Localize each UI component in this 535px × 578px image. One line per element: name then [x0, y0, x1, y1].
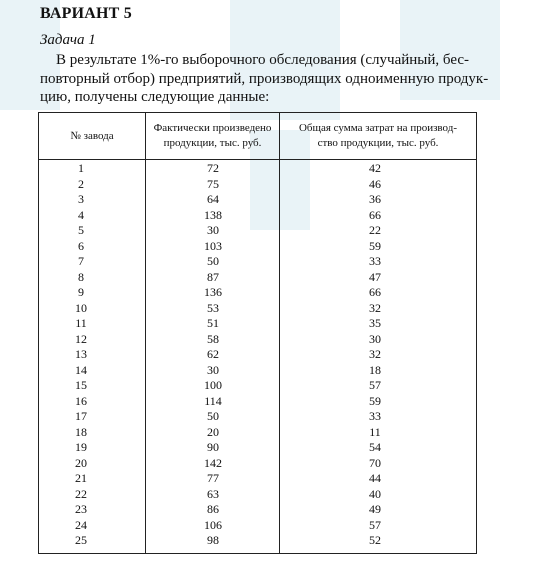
paragraph-line: В результате 1%-го выборочного обследования (случайный, бес- — [56, 52, 470, 68]
cell-costs: 33 — [369, 254, 381, 268]
table-row — [39, 456, 476, 472]
cell-costs: 32 — [369, 300, 381, 315]
table-row — [39, 518, 476, 534]
cell-plant-number: 18 — [75, 424, 87, 439]
cell-costs: 42 — [369, 161, 381, 175]
cell-production: 53 — [207, 300, 219, 315]
header-total-costs — [280, 121, 476, 151]
table-row — [39, 409, 476, 425]
cell-plant-number: 25 — [75, 533, 87, 547]
cell-costs: 36 — [369, 192, 381, 206]
cell-plant-number: 3 — [78, 192, 84, 206]
cell-plant-number: 6 — [78, 238, 84, 253]
cell-production: 114 — [204, 393, 222, 408]
table-row — [39, 533, 476, 549]
cell-plant-number: 24 — [75, 517, 87, 532]
cell-production: 100 — [204, 378, 222, 392]
cell-plant-number: 8 — [78, 269, 84, 284]
cell-costs: 54 — [369, 440, 381, 454]
cell-plant-number: 15 — [75, 378, 87, 392]
table-row — [39, 471, 476, 487]
table-body — [39, 161, 476, 549]
cell-costs: 59 — [369, 393, 381, 408]
cell-plant-number: 23 — [75, 502, 87, 516]
cell-production: 75 — [207, 176, 219, 191]
table-row — [39, 487, 476, 503]
cell-production: 98 — [207, 533, 219, 547]
table-row — [39, 363, 476, 379]
table-row — [39, 301, 476, 317]
cell-plant-number: 16 — [75, 393, 87, 408]
cell-production: 87 — [207, 269, 219, 284]
cell-costs: 44 — [369, 471, 381, 485]
cell-production: 142 — [204, 455, 222, 470]
table-row — [39, 223, 476, 239]
header-line: ство продукции, тыс. руб. — [317, 137, 439, 149]
cell-plant-number: 12 — [75, 331, 87, 346]
cell-production: 136 — [204, 285, 222, 299]
cell-costs: 57 — [369, 517, 381, 532]
table-row — [39, 177, 476, 193]
table-row — [39, 254, 476, 270]
table-row — [39, 208, 476, 224]
cell-plant-number: 20 — [75, 455, 87, 470]
cell-costs: 49 — [369, 502, 381, 516]
cell-production: 20 — [207, 424, 219, 439]
data-table — [38, 112, 477, 554]
task-title: Задача 1 — [40, 32, 96, 48]
header-divider — [39, 159, 476, 160]
cell-plant-number: 13 — [75, 347, 87, 361]
cell-plant-number: 21 — [75, 471, 87, 485]
cell-production: 50 — [207, 409, 219, 423]
cell-costs: 33 — [369, 409, 381, 423]
cell-costs: 30 — [369, 331, 381, 346]
cell-plant-number: 4 — [78, 207, 84, 222]
cell-plant-number: 19 — [75, 440, 87, 454]
cell-costs: 32 — [369, 347, 381, 361]
paragraph-line: повторный отбор) предприятий, производящих одноименную продук- — [40, 70, 489, 87]
cell-production: 103 — [204, 238, 222, 253]
header-line: Общая сумма затрат на производ- — [298, 122, 457, 134]
cell-plant-number: 9 — [78, 285, 84, 299]
cell-plant-number: 5 — [78, 223, 84, 237]
table-row — [39, 161, 476, 177]
table-row — [39, 192, 476, 208]
table-row — [39, 332, 476, 348]
cell-production: 62 — [207, 347, 219, 361]
cell-production: 106 — [204, 517, 222, 532]
cell-plant-number: 22 — [75, 486, 87, 501]
variant-title: ВАРИАНТ 5 — [40, 5, 132, 22]
cell-production: 90 — [207, 440, 219, 454]
cell-production: 51 — [207, 316, 219, 330]
cell-production: 50 — [207, 254, 219, 268]
cell-production: 72 — [207, 161, 219, 175]
cell-plant-number: 11 — [75, 316, 87, 330]
cell-costs: 70 — [369, 455, 381, 470]
table-row — [39, 394, 476, 410]
header-actual-production — [146, 121, 279, 151]
table-row — [39, 347, 476, 363]
cell-costs: 66 — [369, 285, 381, 299]
cell-production: 58 — [207, 331, 219, 346]
cell-production: 77 — [207, 471, 219, 485]
table-row — [39, 440, 476, 456]
header-line: № завода — [70, 130, 114, 142]
header-line: продукции, тыс. руб. — [163, 137, 262, 149]
cell-costs: 47 — [369, 269, 381, 284]
task-paragraph — [40, 51, 492, 107]
cell-production: 30 — [207, 223, 219, 237]
cell-costs: 52 — [369, 533, 381, 547]
cell-costs: 22 — [369, 223, 381, 237]
table-row — [39, 285, 476, 301]
cell-costs: 57 — [369, 378, 381, 392]
cell-costs: 59 — [369, 238, 381, 253]
header-line: Фактически произведено — [153, 122, 272, 134]
table-row — [39, 270, 476, 286]
cell-plant-number: 17 — [75, 409, 87, 423]
table-row — [39, 239, 476, 255]
cell-costs: 11 — [369, 424, 381, 439]
cell-production: 64 — [207, 192, 219, 206]
cell-plant-number: 7 — [78, 254, 84, 268]
cell-production: 30 — [207, 362, 219, 377]
cell-production: 86 — [207, 502, 219, 516]
table-row — [39, 425, 476, 441]
cell-costs: 18 — [369, 362, 381, 377]
cell-plant-number: 1 — [78, 161, 84, 175]
table-row — [39, 378, 476, 394]
cell-costs: 66 — [369, 207, 381, 222]
table-row — [39, 316, 476, 332]
cell-production: 63 — [207, 486, 219, 501]
cell-costs: 40 — [369, 486, 381, 501]
cell-costs: 35 — [369, 316, 381, 330]
cell-plant-number: 10 — [75, 300, 87, 315]
cell-production: 138 — [204, 207, 222, 222]
cell-plant-number: 14 — [75, 362, 87, 377]
cell-plant-number: 2 — [78, 176, 84, 191]
table-row — [39, 502, 476, 518]
paragraph-line: цию, получены следующие данные: — [40, 89, 270, 105]
cell-costs: 46 — [369, 176, 381, 191]
header-plant-number — [39, 129, 145, 144]
